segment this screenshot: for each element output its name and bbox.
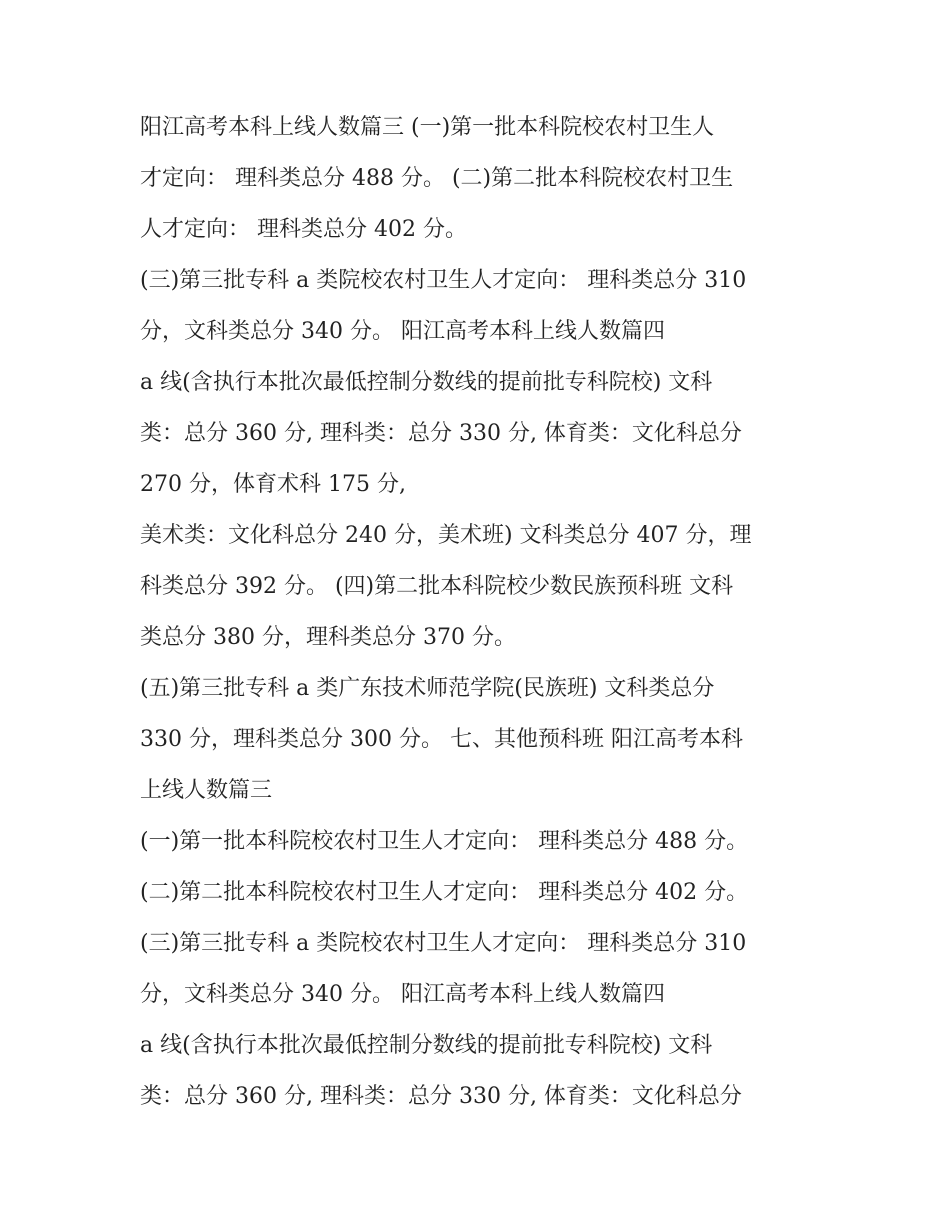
text-line: a 线(含执行本批次最低控制分数线的提前批专科院校) 文科: [140, 370, 713, 395]
text-line: 分，文科类总分 340 分。 阳江高考本科上线人数篇四: [140, 982, 665, 1007]
text-line: 分，文科类总分 340 分。 阳江高考本科上线人数篇四: [140, 319, 665, 344]
text-line: 科类总分 392 分。 (四)第二批本科院校少数民族预科班 文科: [140, 574, 734, 599]
text-line: (三)第三批专科 a 类院校农村卫生人才定向： 理科类总分 310: [140, 268, 747, 293]
text-line: 美术类：文化科总分 240 分，美术班) 文科类总分 407 分，理: [140, 523, 752, 548]
text-line: 才定向： 理科类总分 488 分。 (二)第二批本科院校农村卫生: [140, 166, 734, 191]
text-line: a 线(含执行本批次最低控制分数线的提前批专科院校) 文科: [140, 1033, 713, 1058]
document-body: [140, 108, 820, 1128]
text-line: 类：总分 360 分, 理科类：总分 330 分, 体育类：文化科总分: [140, 421, 742, 446]
text-line: (二)第二批本科院校农村卫生人才定向： 理科类总分 402 分。: [140, 880, 749, 905]
text-line: (五)第三批专科 a 类广东技术师范学院(民族班) 文科类总分: [140, 676, 715, 701]
text-line: (一)第一批本科院校农村卫生人才定向： 理科类总分 488 分。: [140, 829, 749, 854]
text-line: 类总分 380 分，理科类总分 370 分。: [140, 625, 516, 650]
text-line: 上线人数篇三: [140, 778, 273, 803]
text-line: 人才定向： 理科类总分 402 分。: [140, 217, 467, 242]
text-line: 330 分，理科类总分 300 分。 七、其他预科班 阳江高考本科: [140, 727, 743, 752]
text-line: 270 分，体育术科 175 分,: [140, 472, 406, 497]
text-line: 阳江高考本科上线人数篇三 (一)第一批本科院校农村卫生人: [140, 115, 715, 140]
text-line: (三)第三批专科 a 类院校农村卫生人才定向： 理科类总分 310: [140, 931, 747, 956]
text-line: 类：总分 360 分, 理科类：总分 330 分, 体育类：文化科总分: [140, 1084, 742, 1109]
